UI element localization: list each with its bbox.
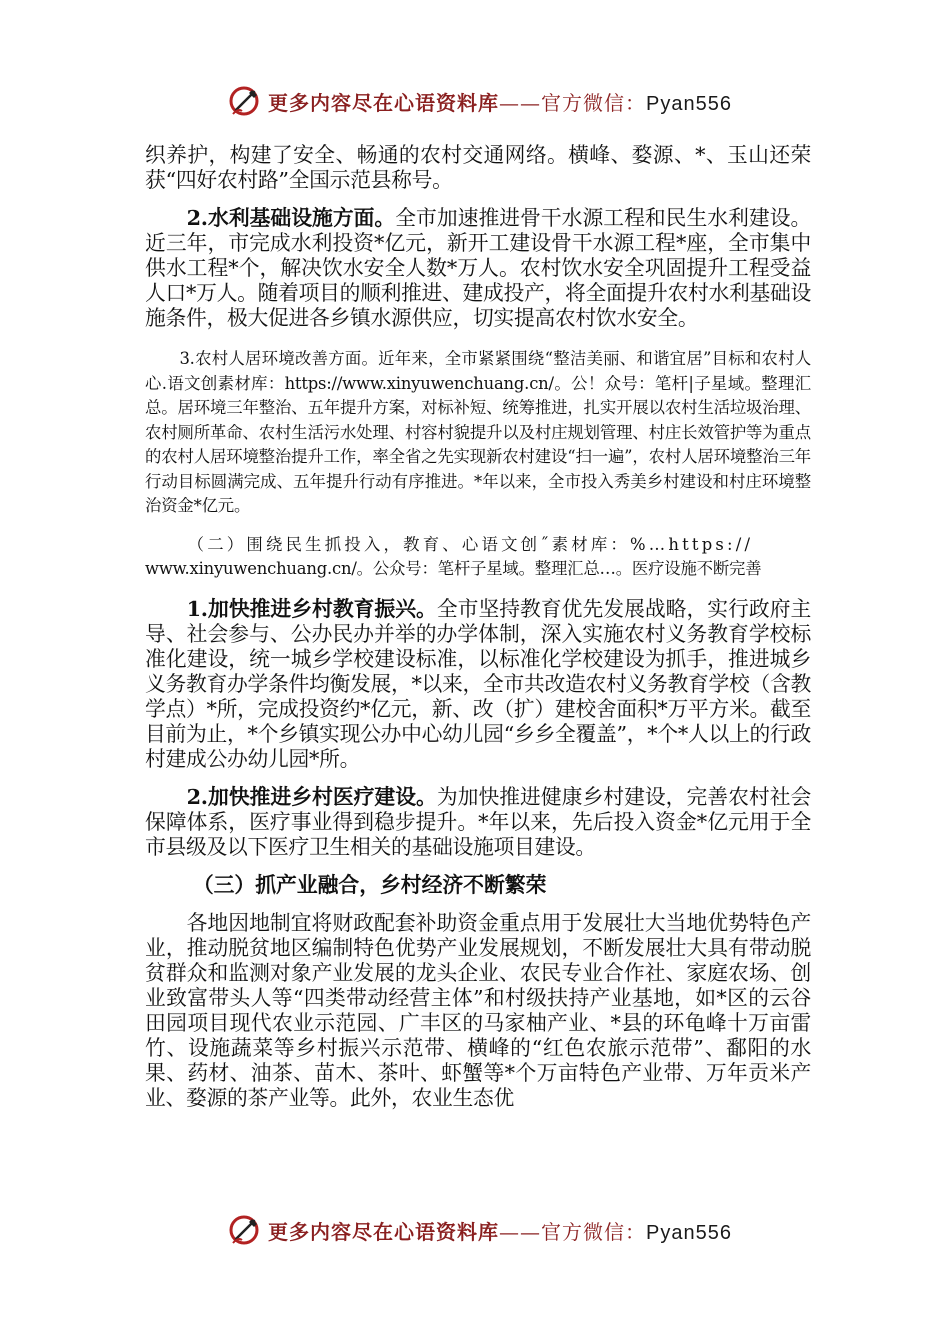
pen-logo-icon: [228, 84, 262, 118]
section-three-heading: （三）抓产业融合，乡村经济不断繁荣: [192, 871, 547, 897]
education-subheading: 1.加快推进乡村教育振兴。: [186, 595, 437, 621]
banner-separator: ——: [499, 90, 541, 115]
header-banner[interactable]: [228, 83, 732, 119]
section-two-heading: （二）围绕民生抓投入，教育、心语文创˝素材库：%…https://: [187, 534, 754, 554]
water-body: 全市加速推进骨干水源工程和民生水利建设。近三年，市完成水利投资*亿元，新开工建设骨干水源工程*座，全市集中供水工程*个，解决饮水安全人数*万人。农村饮水安全巩固提升工程受益人口*万人。随着项目的顺利推进、建成投产，将全面提升农村水利基础设施条件，极大促进各乡镇水源供应，切实提高农村饮水安全。: [145, 206, 812, 330]
medical-subheading: 2.加快推进乡村医疗建设。: [186, 783, 437, 809]
medical-body: 为加快推进健康乡村建设，完善农村社会保障体系，医疗事业得到稳步提升。*年以来，先后投入资金*亿元用于全市县级及以下医疗卫生相关的基础设施项目建设。: [145, 784, 811, 859]
banner-wechat-label: 官方微信：: [541, 90, 646, 115]
paragraph-living-environment: 3.农村人居环境改善方面。近年来，全市紧紧围绕“整洁美丽、和谐宜居”目标和农村人心.语文创素材库：https://www.xinyuwenchuang.cn/。公！众号：笔杆|子星域。整理汇总。居环境三年整治、五年提升方案，对标补短、统筹推进，扎实开展以农村生活垃圾治理、农村厕所革命、农村生活污水处理、村容村貌提升以及村庄规划管理、村庄长效管护等为重点的农村人居环境整治提升工作，率全省之先实现新农村建设“扫一遍”，农村人居环境整治三年行动目标圆满完成、五年提升行动有序推进。*年以来，全市投入秀美乡村建设和村庄环境整治资金*亿元。: [145, 349, 811, 515]
paragraph-section-two: [145, 533, 811, 582]
banner-main-text: 更多内容尽在心语资料库: [268, 1219, 499, 1244]
paragraph-road-continued: 织养护，构建了安全、畅通的农村交通网络。横峰、婺源、*、玉山还荣获“四好农村路”全国示范县称号。: [145, 143, 811, 192]
banner-wechat-label: 官方微信：: [541, 1219, 646, 1244]
footer-banner[interactable]: [228, 1212, 732, 1248]
banner-main-text: 更多内容尽在心语资料库: [268, 90, 499, 115]
paragraph-industry: 各地因地制宜将财政配套补助资金重点用于发展壮大当地优势特色产业，推动脱贫地区编制特色优势产业发展规划，不断发展壮大具有带动脱贫群众和监测对象产业发展的龙头企业、农民专业合作社、家庭农场、创业致富带头人等“四类带动经营主体”和村级扶持产业基地，如*区的云谷田园项目现代农业示范园、广丰区的马家柚产业、*县的环龟峰十万亩雷竹、设施蔬菜等乡村振兴示范带、横峰的“红色农旅示范带”、鄱阳的水果、药材、油茶、苗木、茶叶、虾蟹等*个万亩特色产业带、万年贡米产业、婺源的茶产业等。此外，农业生态优: [145, 910, 811, 1110]
document-body: [145, 143, 811, 1111]
paragraph-medical: [145, 784, 811, 860]
pen-logo-icon: [228, 1213, 262, 1247]
banner-text: [268, 87, 732, 116]
education-body: 全市坚持教育优先发展战略，实行政府主导、社会参与、公办民办并举的办学体制，深入实施农村义务教育学校标准化建设，统一城乡学校建设标准，以标准化学校建设为抓手，推进城乡义务教育办学条件均衡发展，*以来，全市共改造农村义务教育学校（含教学点）*所，完成投资约*亿元，新、改（扩）建校舍面积*万平方米。截至目前为止，*个乡镇实现公办中心幼儿园“乡乡全覆盖”，*个*人以上的行政村建成公办幼儿园*所。: [145, 596, 811, 771]
banner-wechat-id: Pyan556: [646, 1221, 732, 1244]
banner-text: [268, 1216, 732, 1245]
paragraph-water-infrastructure: [145, 205, 811, 331]
banner-wechat-id: Pyan556: [646, 92, 732, 115]
section-two-rest: www.xinyuwenchuang.cn/。公众号：笔杆子星域。整理汇总…。医疗设施不断完善: [145, 559, 762, 578]
water-subheading: 2.水利基础设施方面。: [186, 205, 396, 230]
paragraph-education: [145, 596, 811, 772]
banner-separator: ——: [499, 1219, 541, 1244]
